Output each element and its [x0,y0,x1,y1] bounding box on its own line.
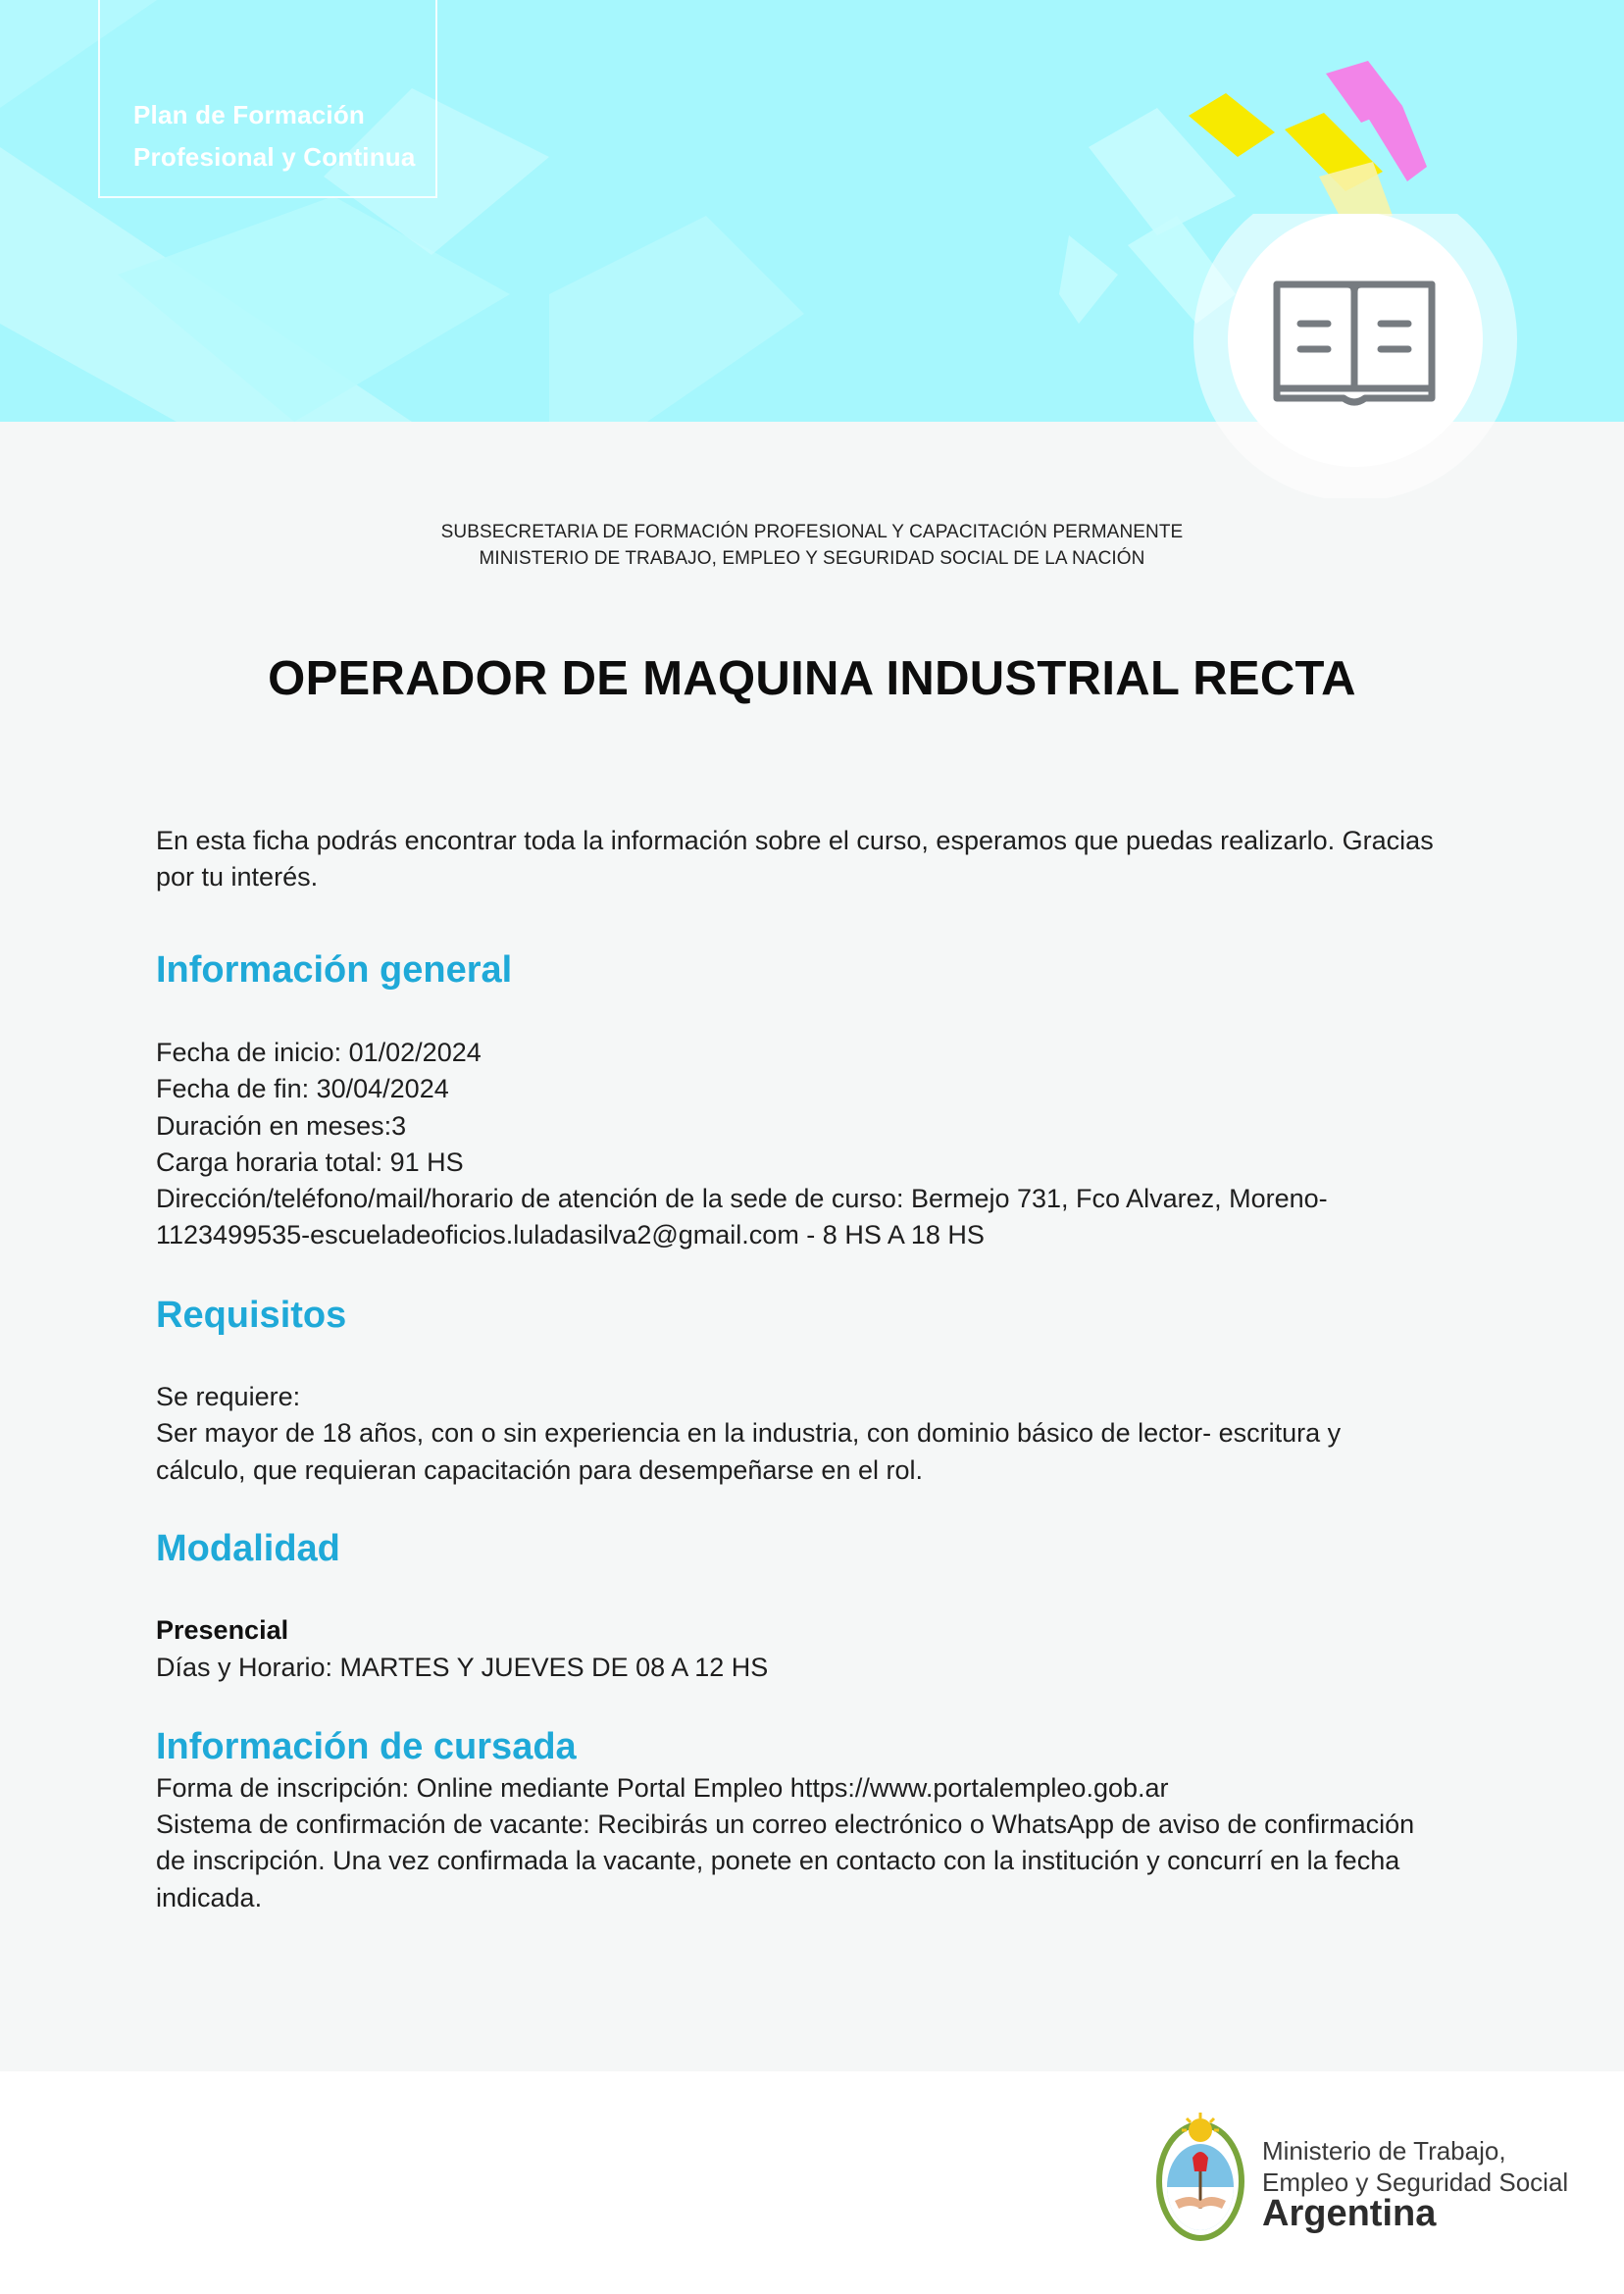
carga-horaria: Carga horaria total: 91 HS [156,1147,464,1177]
heading-modalidad: Modalidad [156,1528,340,1569]
fecha-fin: Fecha de fin: 30/04/2024 [156,1074,449,1103]
page-title: OPERADOR DE MAQUINA INDUSTRIAL RECTA [268,652,1356,705]
plan-title-line2: Profesional y Continua [133,142,416,172]
requisitos-line2: Ser mayor de 18 años, con o sin experiencia en la industria, con dominio básico de lector- escritura y [156,1418,1342,1448]
open-book-icon [1187,214,1520,498]
cursada-line3: de inscripción. Una vez confirmada la vacante, ponete en contacto con la institución y concurrí en la fecha [156,1846,1400,1875]
ministerio-line: MINISTERIO DE TRABAJO, EMPLEO Y SEGURIDAD SOCIAL DE LA NACIÓN [479,548,1145,569]
requisitos-line1: Se requiere: [156,1382,301,1411]
plan-badge [98,0,437,198]
direccion-line2: 1123499535-escueladeoficios.luladasilva2@gmail.com - 8 HS A 18 HS [156,1220,985,1249]
heading-informacion-general: Información general [156,949,513,991]
heading-requisitos: Requisitos [156,1295,347,1336]
modalidad-horario: Días y Horario: MARTES Y JUEVES DE 08 A 12 HS [156,1653,769,1682]
subsecretaria-line: SUBSECRETARIA DE FORMACIÓN PROFESIONAL Y CAPACITACIÓN PERMANENTE [440,522,1184,542]
fecha-inicio: Fecha de inicio: 01/02/2024 [156,1038,482,1067]
footer-ministerio-line1: Ministerio de Trabajo, [1262,2136,1506,2166]
intro-line1: En esta ficha podrás encontrar toda la información sobre el curso, esperamos que puedas realizarlo. Gracias [156,826,1434,855]
heading-informacion-cursada: Información de cursada [156,1726,577,1767]
requisitos-line3: cálculo, que requieran capacitación para desempeñarse en el rol. [156,1455,923,1485]
yellow-shape-1 [1189,93,1275,157]
footer-ministerio-line2: Empleo y Seguridad Social [1262,2167,1569,2197]
modalidad-tipo: Presencial [156,1615,289,1645]
direccion-line1: Dirección/teléfono/mail/horario de atención de la sede de curso: Bermejo 731, Fco Alvarez, Moreno- [156,1184,1328,1213]
intro-line2: por tu interés. [156,862,319,892]
footer-argentina: Argentina [1262,2193,1437,2234]
duracion: Duración en meses:3 [156,1111,407,1141]
cursada-line1: Forma de inscripción: Online mediante Portal Empleo https://www.portalempleo.gob.ar [156,1773,1169,1803]
cursada-line4: indicada. [156,1883,263,1912]
plan-title-line1: Plan de Formación [133,100,366,129]
cursada-line2: Sistema de confirmación de vacante: Recibirás un correo electrónico o WhatsApp de aviso de confirmación [156,1810,1415,1839]
